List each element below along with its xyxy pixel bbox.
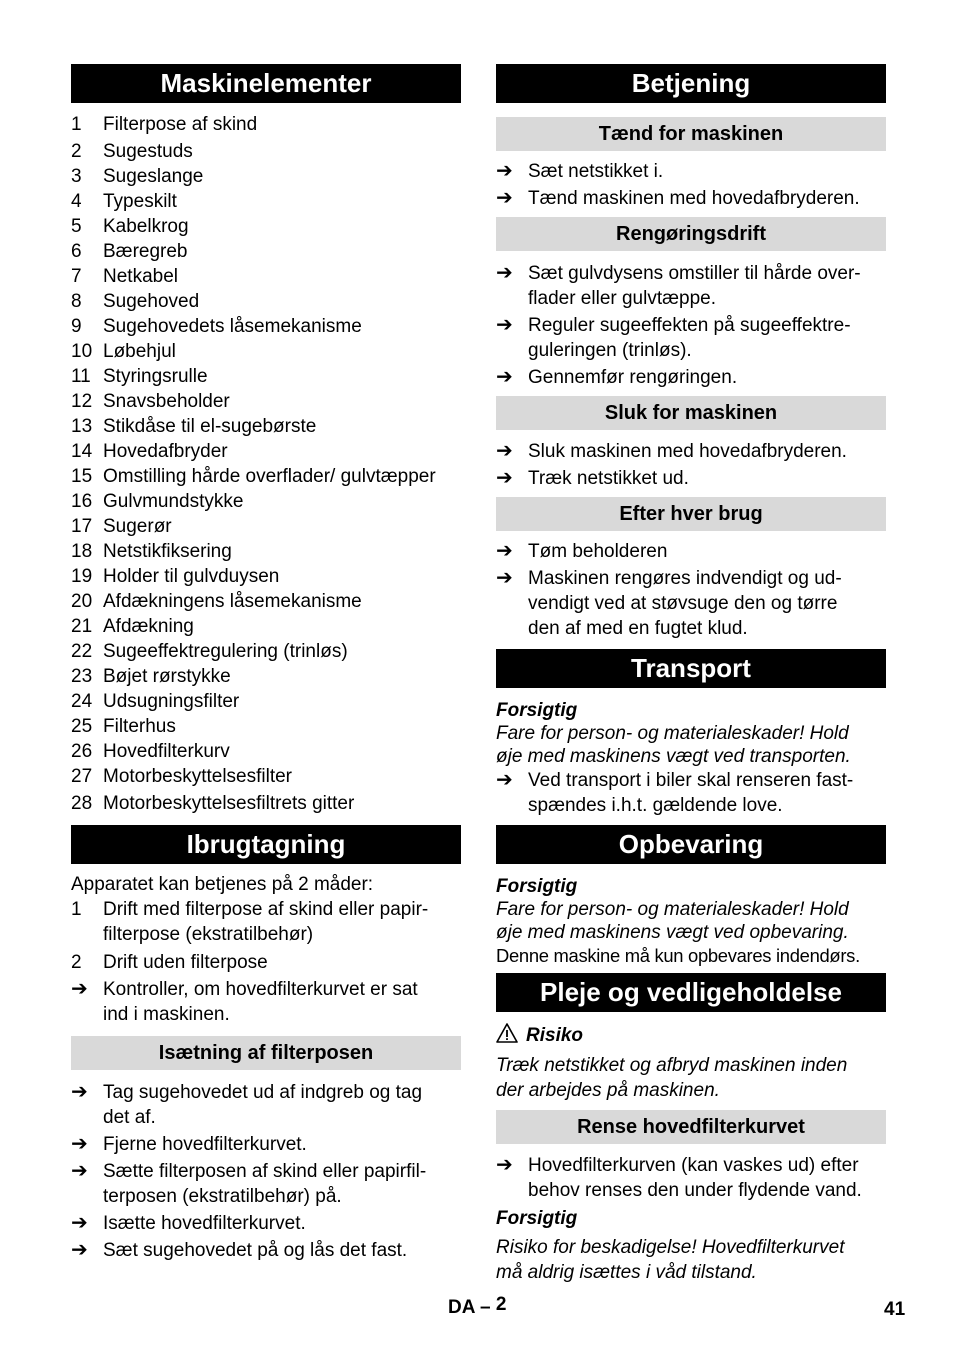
- step-text: den af med en fugtet klud.: [528, 618, 748, 639]
- item-text: Sugerør: [103, 516, 172, 537]
- item-text: Løbehjul: [103, 341, 176, 362]
- item-text: Netstikfiksering: [103, 541, 232, 562]
- caution-text: [496, 898, 886, 944]
- footer-dash: –: [480, 1297, 491, 1318]
- item-number: 20: [71, 591, 93, 612]
- item-number: 17: [71, 516, 93, 537]
- step-item: [496, 313, 886, 363]
- arrow-icon: ➔: [71, 1212, 88, 1234]
- list-item: [71, 189, 461, 214]
- list-item: [71, 139, 461, 164]
- item-number: 26: [71, 741, 93, 762]
- footer-section-label: [448, 1294, 507, 1319]
- caution-line: må aldrig isættes i våd tilstand.: [496, 1262, 757, 1283]
- item-text: Sugehoved: [103, 291, 200, 312]
- heading-maskinelementer: Maskinelementer: [71, 64, 461, 103]
- item-number: 11: [71, 366, 91, 387]
- item-text: Udsugningsfilter: [103, 691, 240, 712]
- list-item: [71, 339, 461, 364]
- parts-list: [71, 112, 461, 816]
- step-text: Gennemfør rengøringen.: [528, 367, 738, 388]
- list-item: [71, 539, 461, 564]
- item-text: Motorbeskyttelsesfiltrets gitter: [103, 793, 355, 814]
- arrow-icon: ➔: [496, 440, 513, 462]
- list-item: [71, 639, 461, 664]
- list-item: [71, 664, 461, 689]
- arrow-icon: ➔: [496, 467, 513, 489]
- arrow-icon: ➔: [71, 1160, 88, 1182]
- step-text: Sæt gulvdysens omstiller til hårde over-: [528, 263, 861, 284]
- caution-line: øje med maskinens vægt ved opbevaring.: [496, 922, 849, 943]
- item-number: 8: [71, 291, 82, 312]
- caution-line: Fare for person- og materialeskader! Hold: [496, 899, 849, 920]
- efter-steps: [496, 539, 886, 641]
- heading-betjening: Betjening: [496, 64, 886, 103]
- risk-label-text: Risiko: [526, 1025, 584, 1046]
- item-text: Hovedafbryder: [103, 441, 228, 462]
- step-item: [496, 159, 886, 184]
- subheading-isaetning: Isætning af filterposen: [71, 1036, 461, 1070]
- item-number: 1: [71, 114, 82, 135]
- heading-opbevaring: Opbevaring: [496, 825, 886, 864]
- item-number: 19: [71, 566, 93, 587]
- intro-text: Apparatet kan betjenes på 2 måder:: [71, 874, 374, 895]
- arrow-icon: ➔: [496, 314, 513, 336]
- item-number: 2: [71, 952, 82, 973]
- heading-pleje: Pleje og vedligeholdelse: [496, 973, 886, 1012]
- sluk-steps: [496, 439, 886, 491]
- caution-text: [496, 722, 886, 768]
- step-item: [71, 1080, 461, 1130]
- list-item: [71, 791, 461, 816]
- item-text: Stikdåse til el-sugebørste: [103, 416, 317, 437]
- step-text: ind i maskinen.: [103, 1004, 230, 1025]
- caution-line: Risiko for beskadigelse! Hovedfilterkurvet: [496, 1237, 845, 1258]
- step-item: [71, 1159, 461, 1209]
- item-number: 14: [71, 441, 93, 462]
- item-text: Typeskilt: [103, 191, 177, 212]
- list-item: [71, 164, 461, 189]
- taend-steps: [496, 159, 886, 211]
- step-item: [496, 439, 886, 464]
- item-number: 5: [71, 216, 82, 237]
- item-number: 3: [71, 166, 82, 187]
- item-text: Filterpose af skind: [103, 114, 258, 135]
- list-item: [71, 239, 461, 264]
- step-item: [71, 1132, 461, 1157]
- step-text: Isætte hovedfilterkurvet.: [103, 1213, 306, 1234]
- opbevaring-body: [496, 876, 886, 968]
- item-number: 2: [71, 141, 82, 162]
- item-text: Afdækningens låsemekanisme: [103, 591, 362, 612]
- arrow-icon: ➔: [496, 366, 513, 388]
- item-number: 22: [71, 641, 93, 662]
- caution-line: Fare for person- og materialeskader! Hold: [496, 723, 849, 744]
- heading-ibrugtagning: Ibrugtagning: [71, 825, 461, 864]
- step-text: spændes i.h.t. gældende love.: [528, 795, 783, 816]
- list-item: [71, 589, 461, 614]
- item-number: 25: [71, 716, 93, 737]
- list-item: [71, 614, 461, 639]
- item-text: filterpose (ekstratilbehør): [103, 924, 314, 945]
- item-text: Omstilling hårde overflader/ gulvtæpper: [103, 466, 436, 487]
- caution-label: Forsigtig: [496, 1208, 578, 1229]
- arrow-icon: ➔: [496, 262, 513, 284]
- list-item: [71, 414, 461, 439]
- step-item: [71, 1238, 461, 1263]
- subheading-rengoring: Rengøringsdrift: [496, 217, 886, 251]
- item-text: Gulvmundstykke: [103, 491, 244, 512]
- step-text: vendigt ved at støvsuge den og tørre: [528, 593, 838, 614]
- item-text: Afdækning: [103, 616, 194, 637]
- list-item: [71, 439, 461, 464]
- page-number: 41: [884, 1299, 906, 1320]
- item-text: Sugeslange: [103, 166, 204, 187]
- item-text: Hovedfilterkurv: [103, 741, 230, 762]
- list-item: [71, 289, 461, 314]
- item-number: 28: [71, 793, 93, 814]
- right-column: [496, 64, 886, 1285]
- step-item: [496, 466, 886, 491]
- item-number: 18: [71, 541, 93, 562]
- item-text: Bøjet rørstykke: [103, 666, 231, 687]
- arrow-icon: ➔: [71, 1133, 88, 1155]
- step-item: [496, 768, 886, 818]
- step-text: Sætte filterposen af skind eller papirfil-: [103, 1161, 427, 1182]
- item-number: 16: [71, 491, 93, 512]
- item-number: 10: [71, 341, 93, 362]
- step-text: behov renses den under flydende vand.: [528, 1180, 862, 1201]
- subheading-rense: Rense hovedfilterkurvet: [496, 1110, 886, 1144]
- item-number: 13: [71, 416, 93, 437]
- warning-triangle-icon: [496, 1023, 518, 1043]
- step-text: Kontroller, om hovedfilterkurvet er sat: [103, 979, 418, 1000]
- arrow-icon: ➔: [496, 769, 513, 791]
- arrow-icon: ➔: [71, 1081, 88, 1103]
- arrow-icon: ➔: [71, 1239, 88, 1261]
- footer-lang: DA: [448, 1297, 475, 1318]
- transport-body: [496, 700, 886, 818]
- item-number: 21: [71, 616, 93, 637]
- step-item: [71, 977, 461, 1027]
- step-item: [496, 186, 886, 211]
- list-item: [71, 564, 461, 589]
- step-text: Træk netstikket ud.: [528, 468, 689, 489]
- arrow-icon: ➔: [496, 187, 513, 209]
- arrow-icon: ➔: [496, 567, 513, 589]
- arrow-icon: ➔: [496, 160, 513, 182]
- list-item: [71, 489, 461, 514]
- item-text: Filterhus: [103, 716, 176, 737]
- item-number: 9: [71, 316, 82, 337]
- step-text: Fjerne hovedfilterkurvet.: [103, 1134, 307, 1155]
- rense-body: [496, 1153, 886, 1285]
- item-text: Kabelkrog: [103, 216, 189, 237]
- list-item: [71, 714, 461, 739]
- step-text: guleringen (trinløs).: [528, 340, 692, 361]
- step-text: Hovedfilterkurven (kan vaskes ud) efter: [528, 1155, 859, 1176]
- step-text: Ved transport i biler skal renseren fast-: [528, 770, 854, 791]
- item-text: Drift med filterpose af skind eller papir-: [103, 899, 429, 920]
- list-item: [71, 514, 461, 539]
- list-item: [71, 689, 461, 714]
- caution-label: Forsigtig: [496, 700, 578, 721]
- subheading-taend: Tænd for maskinen: [496, 117, 886, 151]
- subheading-sluk: Sluk for maskinen: [496, 396, 886, 430]
- step-item: [496, 261, 886, 311]
- step-item: [496, 566, 886, 641]
- step-item: [496, 539, 886, 564]
- caution-text: [496, 1235, 886, 1285]
- item-text: Bæregreb: [103, 241, 188, 262]
- list-item: [71, 364, 461, 389]
- step-text: Tøm beholderen: [528, 541, 668, 562]
- footer-section-number: 2: [495, 1294, 507, 1315]
- caution-label: Forsigtig: [496, 876, 578, 897]
- item-text: Netkabel: [103, 266, 178, 287]
- risk-label: [496, 1023, 886, 1048]
- subheading-efter: Efter hver brug: [496, 497, 886, 531]
- step-item: [71, 1211, 461, 1236]
- step-text: terposen (ekstratilbehør) på.: [103, 1186, 342, 1207]
- item-text: Styringsrulle: [103, 366, 208, 387]
- heading-transport: Transport: [496, 649, 886, 688]
- storage-note: Denne maskine må kun opbevares indendørs.: [496, 945, 860, 966]
- list-item: [71, 214, 461, 239]
- step-text: Tænd maskinen med hovedafbryderen.: [528, 188, 860, 209]
- list-item: [71, 739, 461, 764]
- risk-line: Træk netstikket og afbryd maskinen inden: [496, 1055, 848, 1076]
- item-text: Sugeeffektregulering (trinløs): [103, 641, 348, 662]
- list-item: [71, 314, 461, 339]
- list-item: [71, 950, 461, 975]
- step-text: det af.: [103, 1107, 156, 1128]
- item-number: 1: [71, 899, 82, 920]
- item-number: 23: [71, 666, 93, 687]
- item-text: Sugestuds: [103, 141, 193, 162]
- step-text: Maskinen rengøres indvendigt og ud-: [528, 568, 842, 589]
- risk-line: der arbejdes på maskinen.: [496, 1080, 720, 1101]
- step-text: Sluk maskinen med hovedafbryderen.: [528, 441, 847, 462]
- item-number: 4: [71, 191, 82, 212]
- item-text: Sugehovedets låsemekanisme: [103, 316, 362, 337]
- rengoring-steps: [496, 261, 886, 390]
- item-number: 12: [71, 391, 93, 412]
- arrow-icon: ➔: [496, 1154, 513, 1176]
- step-item: [496, 365, 886, 390]
- step-text: Reguler sugeeffekten på sugeeffektre-: [528, 315, 851, 336]
- pleje-body: [496, 1023, 886, 1103]
- risk-text: [496, 1053, 886, 1103]
- left-column: [71, 64, 461, 1265]
- list-item: [71, 264, 461, 289]
- item-text: Holder til gulvduysen: [103, 566, 280, 587]
- item-text: Snavsbeholder: [103, 391, 230, 412]
- list-item: [71, 464, 461, 489]
- step-text: Sæt sugehovedet på og lås det fast.: [103, 1240, 408, 1261]
- list-item: [71, 897, 461, 947]
- caution-line: øje med maskinens vægt ved transporten.: [496, 746, 851, 767]
- item-number: 7: [71, 266, 82, 287]
- item-text: Motorbeskyttelsesfilter: [103, 766, 293, 787]
- step-text: Sæt netstikket i.: [528, 161, 664, 182]
- step-text: flader eller gulvtæppe.: [528, 288, 716, 309]
- step-item: [496, 1153, 886, 1203]
- isaetning-steps: [71, 1080, 461, 1263]
- item-text: Drift uden filterpose: [103, 952, 268, 973]
- list-item: [71, 764, 461, 789]
- item-number: 24: [71, 691, 93, 712]
- list-item: [71, 112, 461, 137]
- item-number: 15: [71, 466, 93, 487]
- list-item: [71, 389, 461, 414]
- item-number: 27: [71, 766, 93, 787]
- item-number: 6: [71, 241, 82, 262]
- arrow-icon: ➔: [71, 978, 88, 1000]
- arrow-icon: ➔: [496, 540, 513, 562]
- step-text: Tag sugehovedet ud af indgreb og tag: [103, 1082, 423, 1103]
